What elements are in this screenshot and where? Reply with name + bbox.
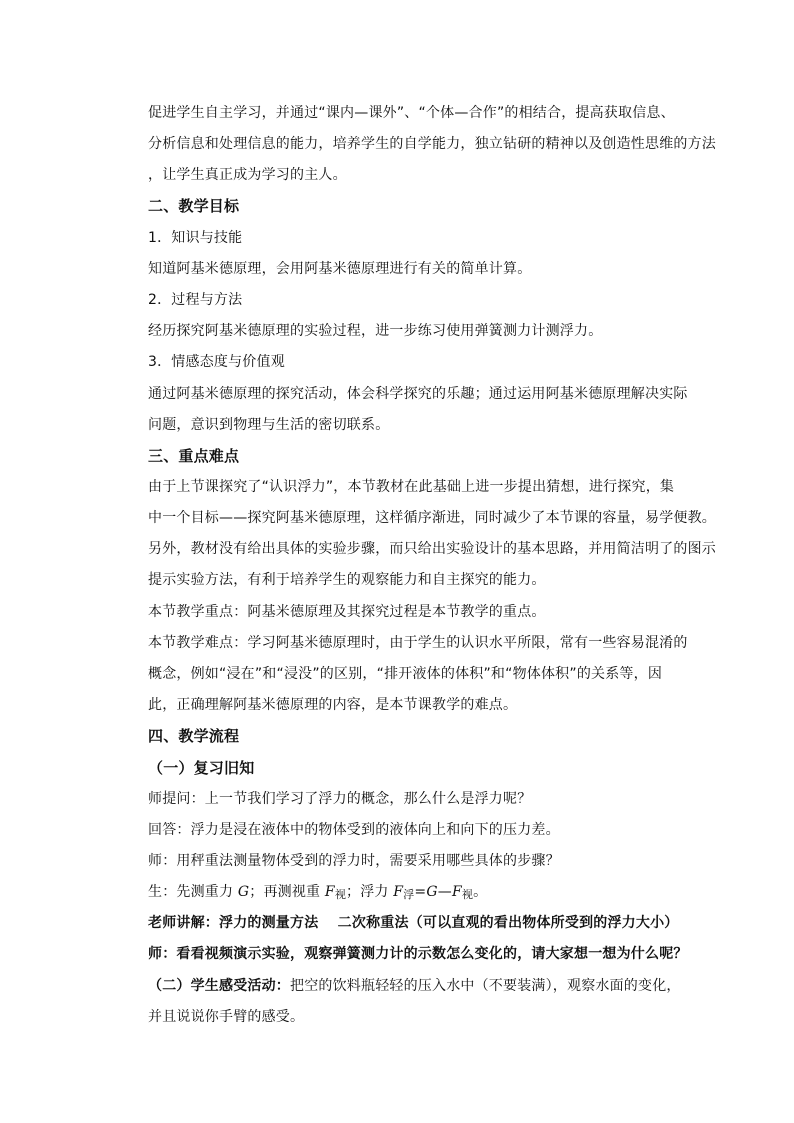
- goal-1-text: 知道阿基米德原理，会用阿基米德原理进行有关的简单计算。: [148, 261, 532, 277]
- answer-2-prefix: 生：先测重力: [148, 884, 238, 900]
- goal-3-text-line-2: 问题，意识到物理与生活的密切联系。: [148, 417, 390, 433]
- teacher-explanation: 老师讲解：浮力的测量方法 二次称重法（可以直观的看出物体所受到的浮力大小）: [148, 915, 679, 931]
- activity-line-1: [0, 977, 794, 995]
- section-heading-goals: 二、教学目标: [148, 197, 240, 215]
- teacher-video-prompt: 师：看看视频演示实验，观察弹簧测力计的示数怎么变化的，请大家想一想为什么呢？: [148, 946, 688, 962]
- section-heading-key-points: 三、重点难点: [148, 447, 240, 465]
- goal-3-text-line-1: 通过阿基米德原理的探究活动，体会科学探究的乐趣；通过运用阿基米德原理解决实际: [148, 386, 688, 402]
- section-heading-process: 四、教学流程: [148, 727, 240, 745]
- goal-1-title: 1．知识与技能: [148, 230, 243, 246]
- symbol-g: G: [237, 884, 250, 900]
- key-p3-line-3: 此，正确理解阿基米德原理的内容，是本节课教学的难点。: [148, 697, 518, 713]
- symbol-f-buoyancy: F: [393, 884, 404, 900]
- key-p1-line-2: 中一个目标——探究阿基米德原理，这样循序渐进，同时减少了本节课的容量，易学便教。: [148, 510, 716, 526]
- teacher-question-1: 师提问：上一节我们学习了浮力的概念，那么什么是浮力呢？: [148, 791, 532, 807]
- symbol-f: F: [324, 884, 335, 900]
- student-answer-1: 回答：浮力是浸在液体中的物体受到的液体向上和向下的压力差。: [148, 822, 560, 838]
- intro-line-3: ，让学生真正成为学习的主人。: [148, 167, 347, 183]
- key-p3-line-1: 本节教学难点：学习阿基米德原理时，由于学生的认识水平所限，常有一些容易混淆的: [148, 635, 688, 651]
- activity-line-2: 并且说说你手臂的感受。: [148, 1009, 305, 1025]
- activity-text: 把空的饮料瓶轻轻的压入水中（不要装满），观察水面的变化，: [290, 978, 681, 994]
- intro-line-2: 分析信息和处理信息的能力，培养学生的自学能力，独立钻研的精神以及创造性思维的方法: [148, 136, 716, 152]
- goal-2-title: 2．过程与方法: [148, 292, 243, 308]
- subsection-review: （一）复习旧知: [148, 759, 255, 777]
- answer-2-mid2: ；浮力: [346, 884, 394, 900]
- minus-sign: —: [437, 884, 452, 900]
- goal-2-text: 经历探究阿基米德原理的实验过程，进一步练习使用弹簧测力计测浮力。: [148, 323, 603, 339]
- symbol-f-2: F: [451, 884, 462, 900]
- subscript-fu: 浮: [403, 888, 415, 901]
- intro-line-1: 促进学生自主学习，并通过“课内—课外”、“个体—合作”的相结合，提高获取信息、: [148, 105, 675, 121]
- subscript-shi-2: 视: [461, 888, 474, 901]
- activity-label: （二）学生感受活动：: [148, 978, 290, 994]
- answer-2-end: 。: [473, 884, 488, 900]
- key-p1-line-4: 提示实验方法，有利于培养学生的观察能力和自主探究的能力。: [148, 572, 546, 588]
- key-p2: 本节教学重点：阿基米德原理及其探究过程是本节教学的重点。: [148, 604, 546, 620]
- key-p3-line-2: 概念，例如“浸在”和“浸没”的区别，“排开液体的体积”和“物体体积”的关系等，因: [148, 666, 663, 682]
- student-answer-2: [0, 883, 794, 904]
- answer-2-mid: ；再测视重: [249, 884, 325, 900]
- goal-3-title: 3．情感态度与价值观: [148, 354, 285, 370]
- key-p1-line-1: 由于上节课探究了“认识浮力”，本节教材在此基础上进一步提出猜想，进行探究，集: [148, 479, 675, 495]
- subscript-shi: 视: [334, 888, 347, 901]
- teacher-question-2: 师：用秤重法测量物体受到的浮力时，需要采用哪些具体的步骤？: [148, 853, 560, 869]
- equals-sign: =: [414, 884, 427, 900]
- symbol-g-2: G: [426, 884, 438, 900]
- key-p1-line-3: 另外，教材没有给出具体的实验步骤，而只给出实验设计的基本思路，并用简洁明了的图示: [148, 541, 716, 557]
